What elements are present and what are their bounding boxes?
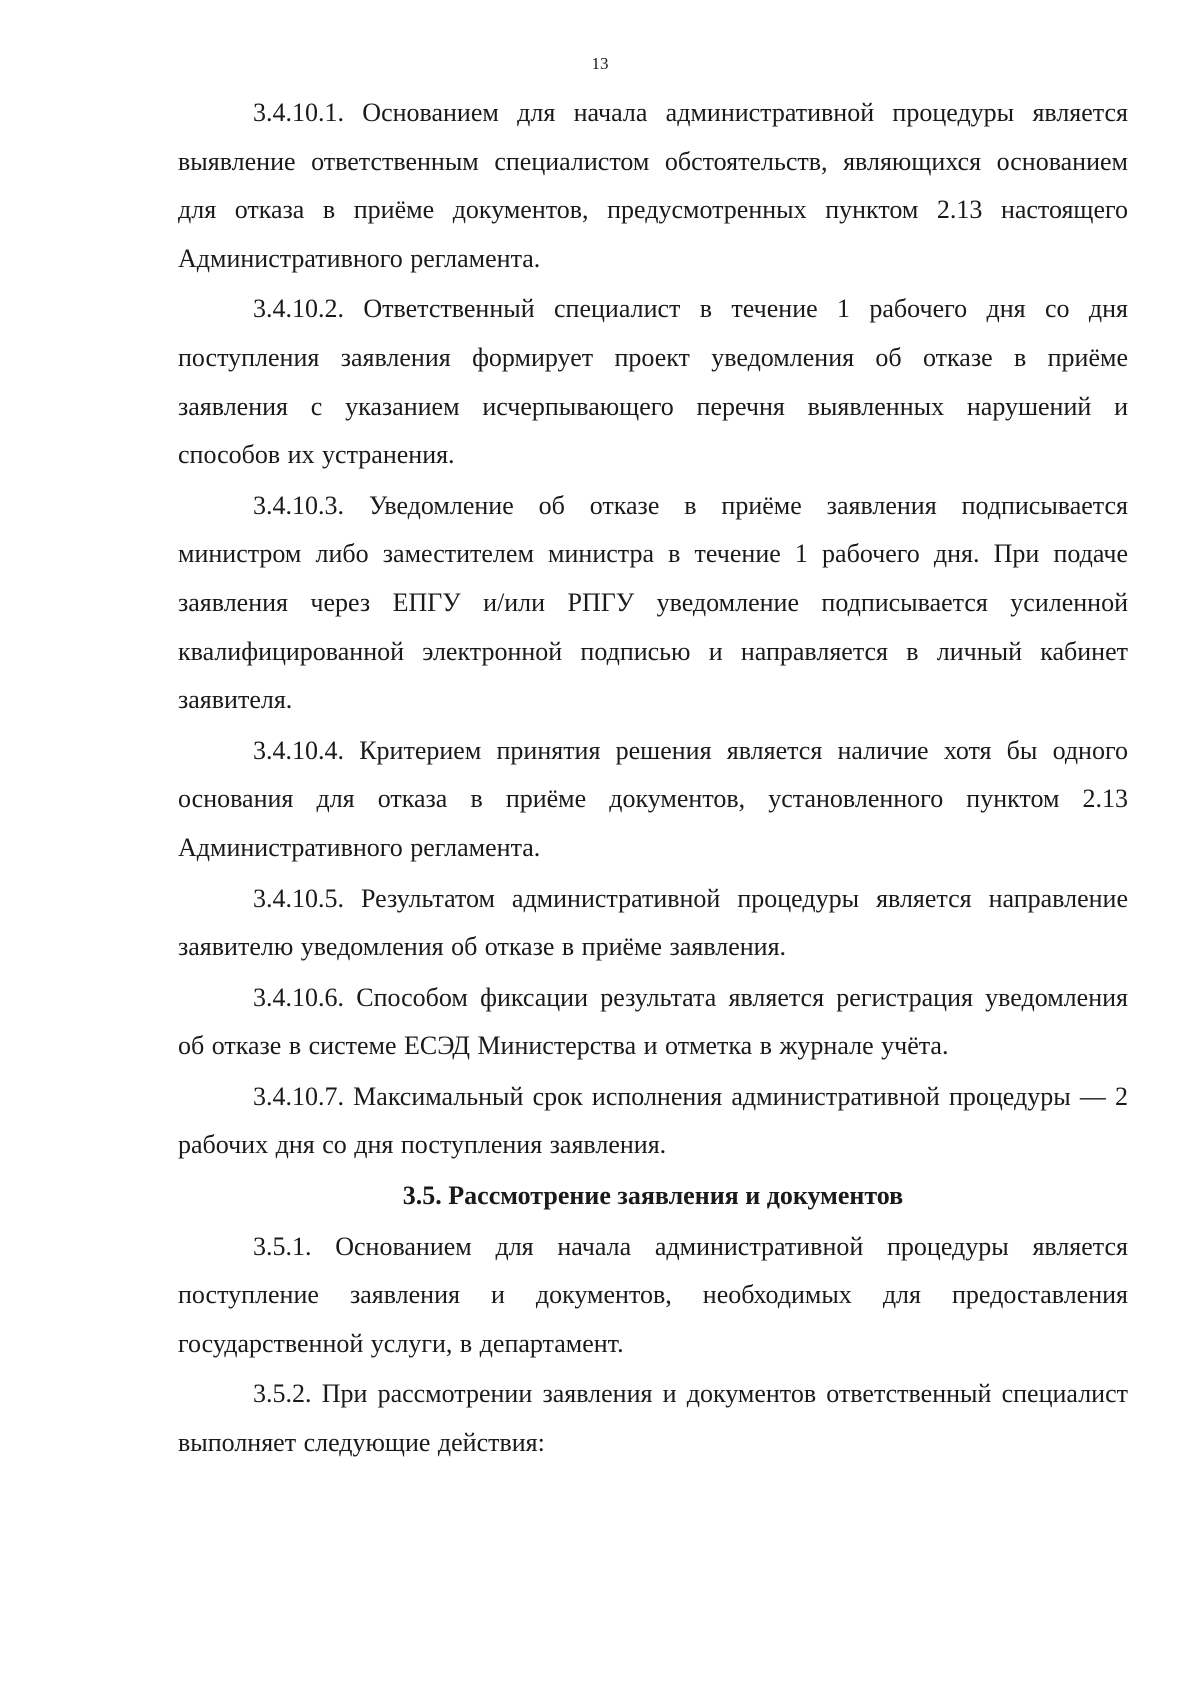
- paragraph-3-4-10-5: 3.4.10.5. Результатом административной процедуры является направление заявителю уведомления об отказе в приёме заявления.: [178, 883, 1128, 962]
- page-number: 13: [591, 54, 609, 73]
- paragraph-3-4-10-7: 3.4.10.7. Максимальный срок исполнения административной процедуры — 2 рабочих дня со дня поступления заявления.: [178, 1081, 1128, 1160]
- paragraph-3-4-10-3: 3.4.10.3. Уведомление об отказе в приёме заявления подписывается министром либо заместителем министра в течение 1 рабочего дня. При подаче заявления через ЕПГУ и/или РПГУ уведомление подписывается усиленной квалифицированной электронной подписью и направляется в личный кабинет заявителя.: [178, 490, 1128, 715]
- paragraph-3-4-10-6: 3.4.10.6. Способом фиксации результата является регистрация уведомления об отказе в системе ЕСЭД Министерства и отметка в журнале учёта.: [178, 982, 1128, 1061]
- paragraph-3-5-1: 3.5.1. Основанием для начала административной процедуры является поступление заявления и документов, необходимых для предоставления государственной услуги, в департамент.: [178, 1231, 1128, 1358]
- paragraph-3-4-10-2: 3.4.10.2. Ответственный специалист в течение 1 рабочего дня со дня поступления заявления формирует проект уведомления об отказе в приёме заявления с указанием исчерпывающего перечня выявленных нарушений и способов их устранения.: [178, 294, 1128, 470]
- section-heading-3-5: 3.5. Рассмотрение заявления и документов: [402, 1181, 904, 1211]
- paragraph-3-5-2: 3.5.2. При рассмотрении заявления и документов ответственный специалист выполняет следующие действия:: [178, 1379, 1128, 1458]
- document-body: [178, 89, 1128, 1470]
- paragraph-3-4-10-1: 3.4.10.1. Основанием для начала административной процедуры является выявление ответственным специалистом обстоятельств, являющихся основанием для отказа в приёме документов, предусмотренных пунктом 2.13 настоящего Административного регламента.: [178, 98, 1128, 273]
- paragraph-3-4-10-4: 3.4.10.4. Критерием принятия решения является наличие хотя бы одного основания для отказа в приёме документов, установленного пунктом 2.13 Административного регламента.: [178, 735, 1128, 862]
